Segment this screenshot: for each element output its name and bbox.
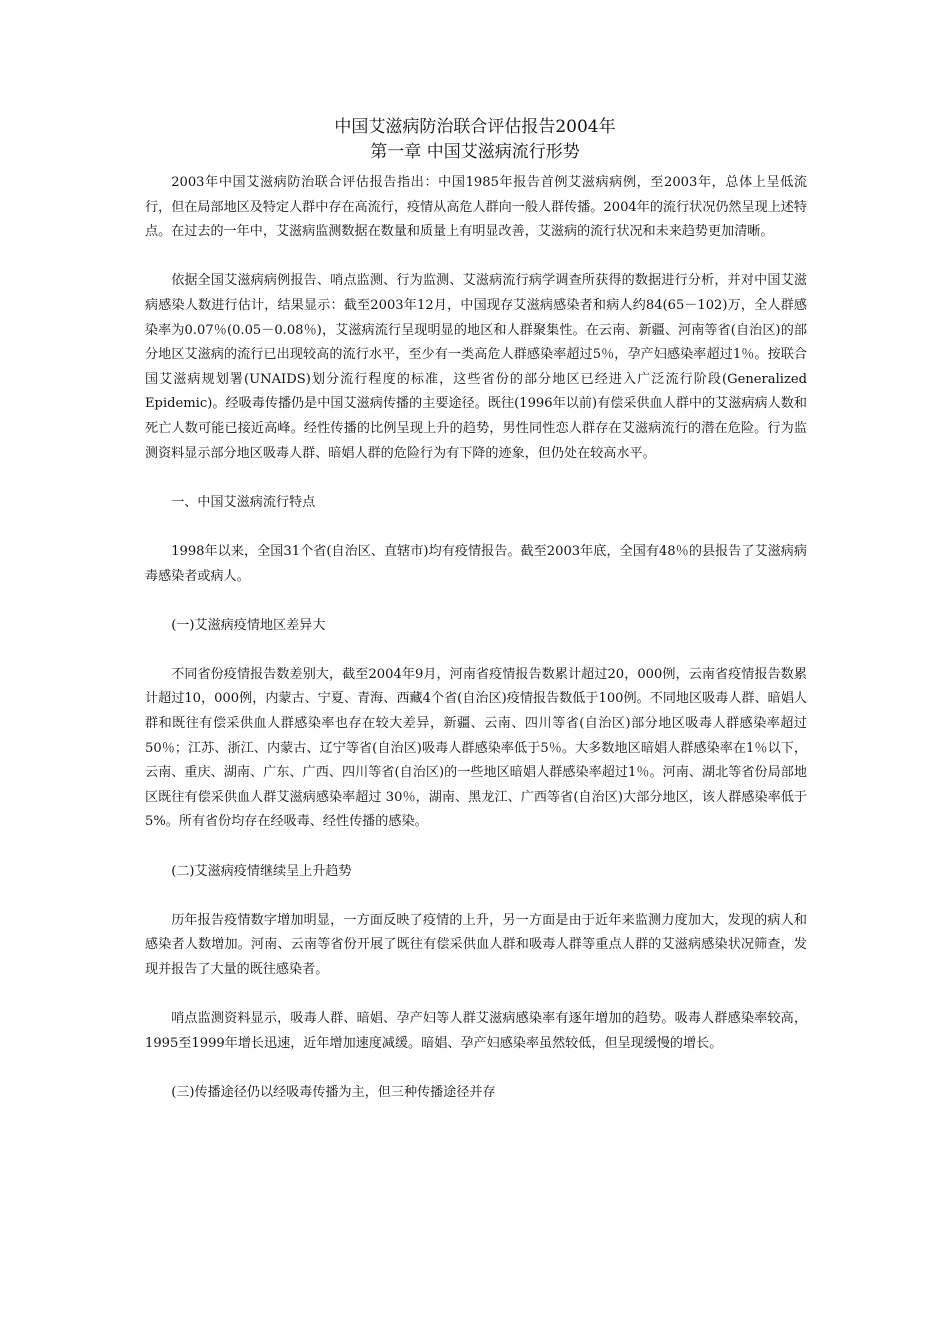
paragraph-spacer [145, 983, 807, 1008]
paragraph-spacer [145, 1056, 807, 1081]
paragraph-spacer [145, 515, 807, 540]
paragraph-estimate: 依据全国艾滋病病例报告、哨点监测、行为监测、艾滋病流行病学调查所获得的数据进行分析，并对中国艾滋病感染人数进行估计，结果显示：截至2003年12月，中国现存艾滋病感染者和病人约84(65－102)万，全人群感染率为0.07％(0.05－0.08％)，艾滋病流行呈现明显的地区和人群聚集性。在云南、新疆、河南等省(自治区)的部分地区艾滋病的流行已出现较高的流行水平，至少有一类高危人群感染率超过5％，孕产妇感染率超过1％。按联合国艾滋病规划署(UNAIDS)划分流行程度的标准，这些省份的部分地区已经进入广泛流行阶段(Generalized Epidemic)。经吸毒传播仍是中国艾滋病传播的主要途径。既往(1996年以前)有偿采供血人群中的艾滋病病人数和死亡人数可能已接近高峰。经性传播的比例呈现上升的趋势，男性同性恋人群存在艾滋病流行的潜在危险。行为监测资料显示部分地区吸毒人群、暗娼人群的危险行为有下降的迹象，但仍处在较高水平。 [145, 273, 807, 461]
paragraph-intro: 2003年中国艾滋病防治联合评估报告指出：中国1985年报告首例艾滋病病例，至2003年，总体上呈低流行，但在局部地区及特定人群中存在高流行，疫情从高危人群向一般人群传播。2004年的流行状况仍然呈现上述特点。在过去的一年中，艾滋病监测数据在数量和质量上有明显改善，艾滋病的流行状况和未来趋势更加清晰。 [145, 175, 807, 240]
paragraph-reporting: 1998年以来，全国31个省(自治区、直辖市)均有疫情报告。截至2003年底，全国有48％的县报告了艾滋病病毒感染者或病人。 [145, 543, 807, 584]
chapter-title: 第一章 中国艾滋病流行形势 [370, 142, 580, 162]
paragraph-spacer [145, 884, 807, 909]
paragraph-spacer [145, 466, 807, 491]
paragraph-spacer [145, 835, 807, 860]
paragraph-spacer [145, 638, 807, 663]
paragraph-sentinel-surveillance: 哨点监测资料显示，吸毒人群、暗娼、孕产妇等人群艾滋病感染率有逐年增加的趋势。吸毒人群感染率较高，1995至1999年增长迅速，近年增加速度减缓。暗娼、孕产妇感染率虽然较低，但呈现缓慢的增长。 [145, 1011, 807, 1051]
paragraph-rising-trend: 历年报告疫情数字增加明显，一方面反映了疫情的上升，另一方面是由于近年来监测力度加大，发现的病人和感染者人数增加。河南、云南等省份开展了既往有偿采供血人群和吸毒人群等重点人群的艾滋病感染状况筛查，发现并报告了大量的既往感染者。 [145, 912, 807, 977]
subsection-heading-1: (一)艾滋病疫情地区差异大 [171, 617, 326, 633]
section-heading-1: 一、中国艾滋病流行特点 [171, 494, 316, 510]
paragraph-spacer [145, 589, 807, 614]
paragraph-regional-differences: 不同省份疫情报告数差别大，截至2004年9月，河南省疫情报告数累计超过20，000例，云南省疫情报告数累计超过10，000例，内蒙古、宁夏、青海、西藏4个省(自治区)疫情报告数低于100例。不同地区吸毒人群、暗娼人群和既往有偿采供血人群感染率也存在较大差异，新疆、云南、四川等省(自治区)部分地区吸毒人群感染率超过50％；江苏、浙江、内蒙古、辽宁等省(自治区)吸毒人群感染率低于5％。大多数地区暗娼人群感染率在1％以下，云南、重庆、湖南、广东、广西、四川等省(自治区)的一些地区暗娼人群感染率超过1％。河南、湖北等省份局部地区既往有偿采供血人群艾滋病感染率超过 30％，湖南、黑龙江、广西等省(自治区)大部分地区，该人群感染率低于5%。所有省份均存在经吸毒、经性传播的感染。 [145, 666, 807, 830]
document-body [145, 171, 807, 1106]
document-title: 中国艾滋病防治联合评估报告2004年 [334, 117, 616, 137]
paragraph-spacer [145, 245, 807, 270]
subsection-heading-2: (二)艾滋病疫情继续呈上升趋势 [171, 863, 352, 879]
subsection-heading-3: (三)传播途径仍以经吸毒传播为主，但三种传播途径并存 [171, 1084, 496, 1100]
